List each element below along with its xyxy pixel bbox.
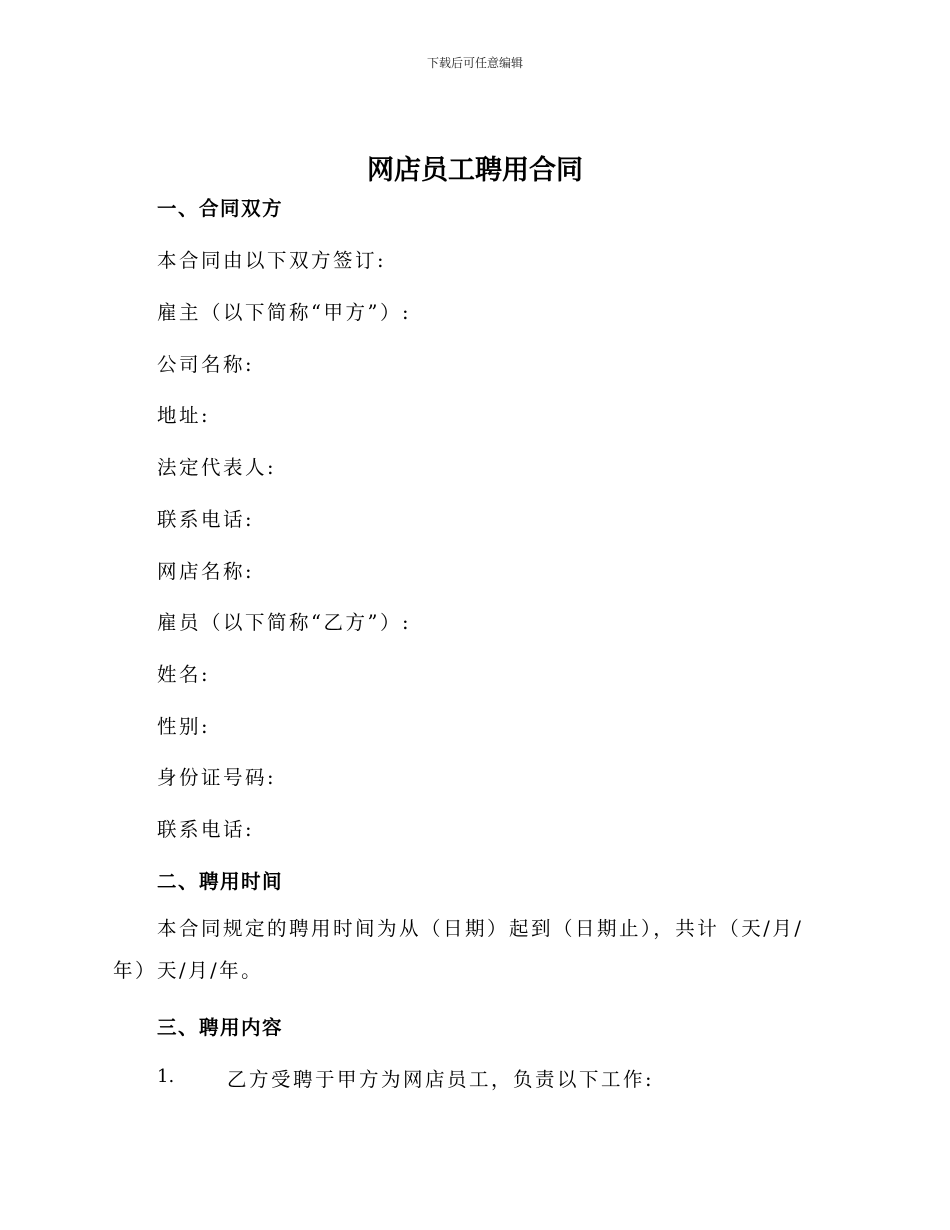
section-heading-term: 二、聘用时间 (157, 870, 284, 893)
text-line: 网店名称: (157, 560, 255, 583)
section-heading-parties: 一、合同双方 (157, 197, 284, 220)
list-item-text: 乙方受聘于甲方为网店员工，负责以下工作: (227, 1068, 655, 1091)
text-line: 雇员（以下简称“乙方”）: (157, 611, 412, 634)
header-note: 下载后可任意编辑 (426, 56, 523, 70)
text-line: 联系电话: (157, 508, 255, 531)
text-line: 地址: (157, 404, 211, 427)
document-title: 网店员工聘用合同 (367, 155, 583, 186)
text-line: 雇主（以下简称“甲方”）: (157, 301, 412, 324)
list-item-number: 1. (157, 1066, 175, 1087)
section-heading-content: 三、聘用内容 (157, 1016, 284, 1039)
text-line: 联系电话: (157, 818, 255, 841)
term-paragraph: 本合同规定的聘用时间为从（日期）起到（日期止），共计（天/月/年）天/月/年。 (113, 917, 804, 982)
text-line: 性别: (157, 715, 211, 738)
text-line: 公司名称: (157, 353, 255, 376)
text-line: 本合同由以下双方签订: (157, 249, 387, 272)
text-line: 姓名: (157, 663, 211, 686)
text-line: 身份证号码: (157, 766, 277, 789)
text-line: 法定代表人: (157, 456, 277, 479)
